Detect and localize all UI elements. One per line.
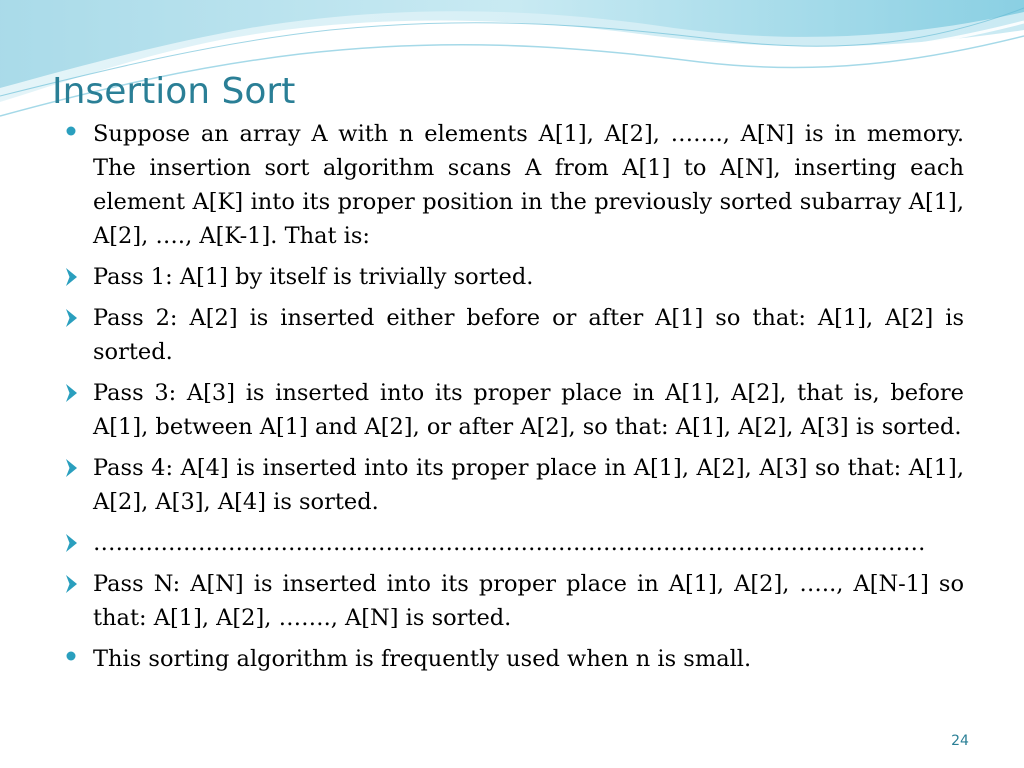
list-item: [60, 260, 964, 294]
list-item: [60, 567, 964, 635]
list-item-text: Pass 3: A[3] is inserted into its proper place in A[1], A[2], that is, before A[1], between A[1] and A[2], or after A[2], so that: A[1], A[2], A[3] is sorted.: [93, 380, 964, 440]
list-item-text: This sorting algorithm is frequently used when n is small.: [93, 646, 752, 672]
list-item: [60, 117, 964, 253]
arrow-bullet-icon: [62, 526, 84, 560]
list-item-text: Pass N: A[N] is inserted into its proper place in A[1], A[2], ….., A[N-1] so that: A[1], A[2], ……., A[N] is sorted.: [93, 571, 964, 631]
list-item: [60, 526, 964, 560]
list-item-text: Pass 1: A[1] by itself is trivially sorted.: [93, 264, 534, 290]
round-bullet-icon: [62, 642, 84, 676]
arrow-bullet-icon: [62, 260, 84, 294]
list-item: [60, 642, 964, 676]
slide-title: Insertion Sort: [52, 71, 296, 112]
arrow-bullet-icon: [62, 567, 84, 601]
list-item-text: Suppose an array A with n elements A[1], A[2], ……., A[N] is in memory. The insertion sort algorithm scans A from A[1] to A[N], inserting each element A[K] into its proper position in the previously sorted subarray A[1], A[2], …., A[K-1]. That is:: [93, 121, 964, 249]
list-item-text: Pass 4: A[4] is inserted into its proper place in A[1], A[2], A[3] so that: A[1], A[2], A[3], A[4] is sorted.: [93, 455, 964, 515]
arrow-bullet-icon: [62, 301, 84, 335]
bullet-list: [60, 117, 964, 683]
list-item: [60, 451, 964, 519]
list-item-text: Pass 2: A[2] is inserted either before or after A[1] so that: A[1], A[2] is sorted.: [93, 305, 964, 365]
page-number: 24: [951, 733, 969, 749]
arrow-bullet-icon: [62, 451, 84, 485]
list-item: [60, 376, 964, 444]
list-item-text: …………………………………………………………………………………………………: [93, 530, 926, 556]
arrow-bullet-icon: [62, 376, 84, 410]
list-item: [60, 301, 964, 369]
round-bullet-icon: [62, 117, 84, 151]
